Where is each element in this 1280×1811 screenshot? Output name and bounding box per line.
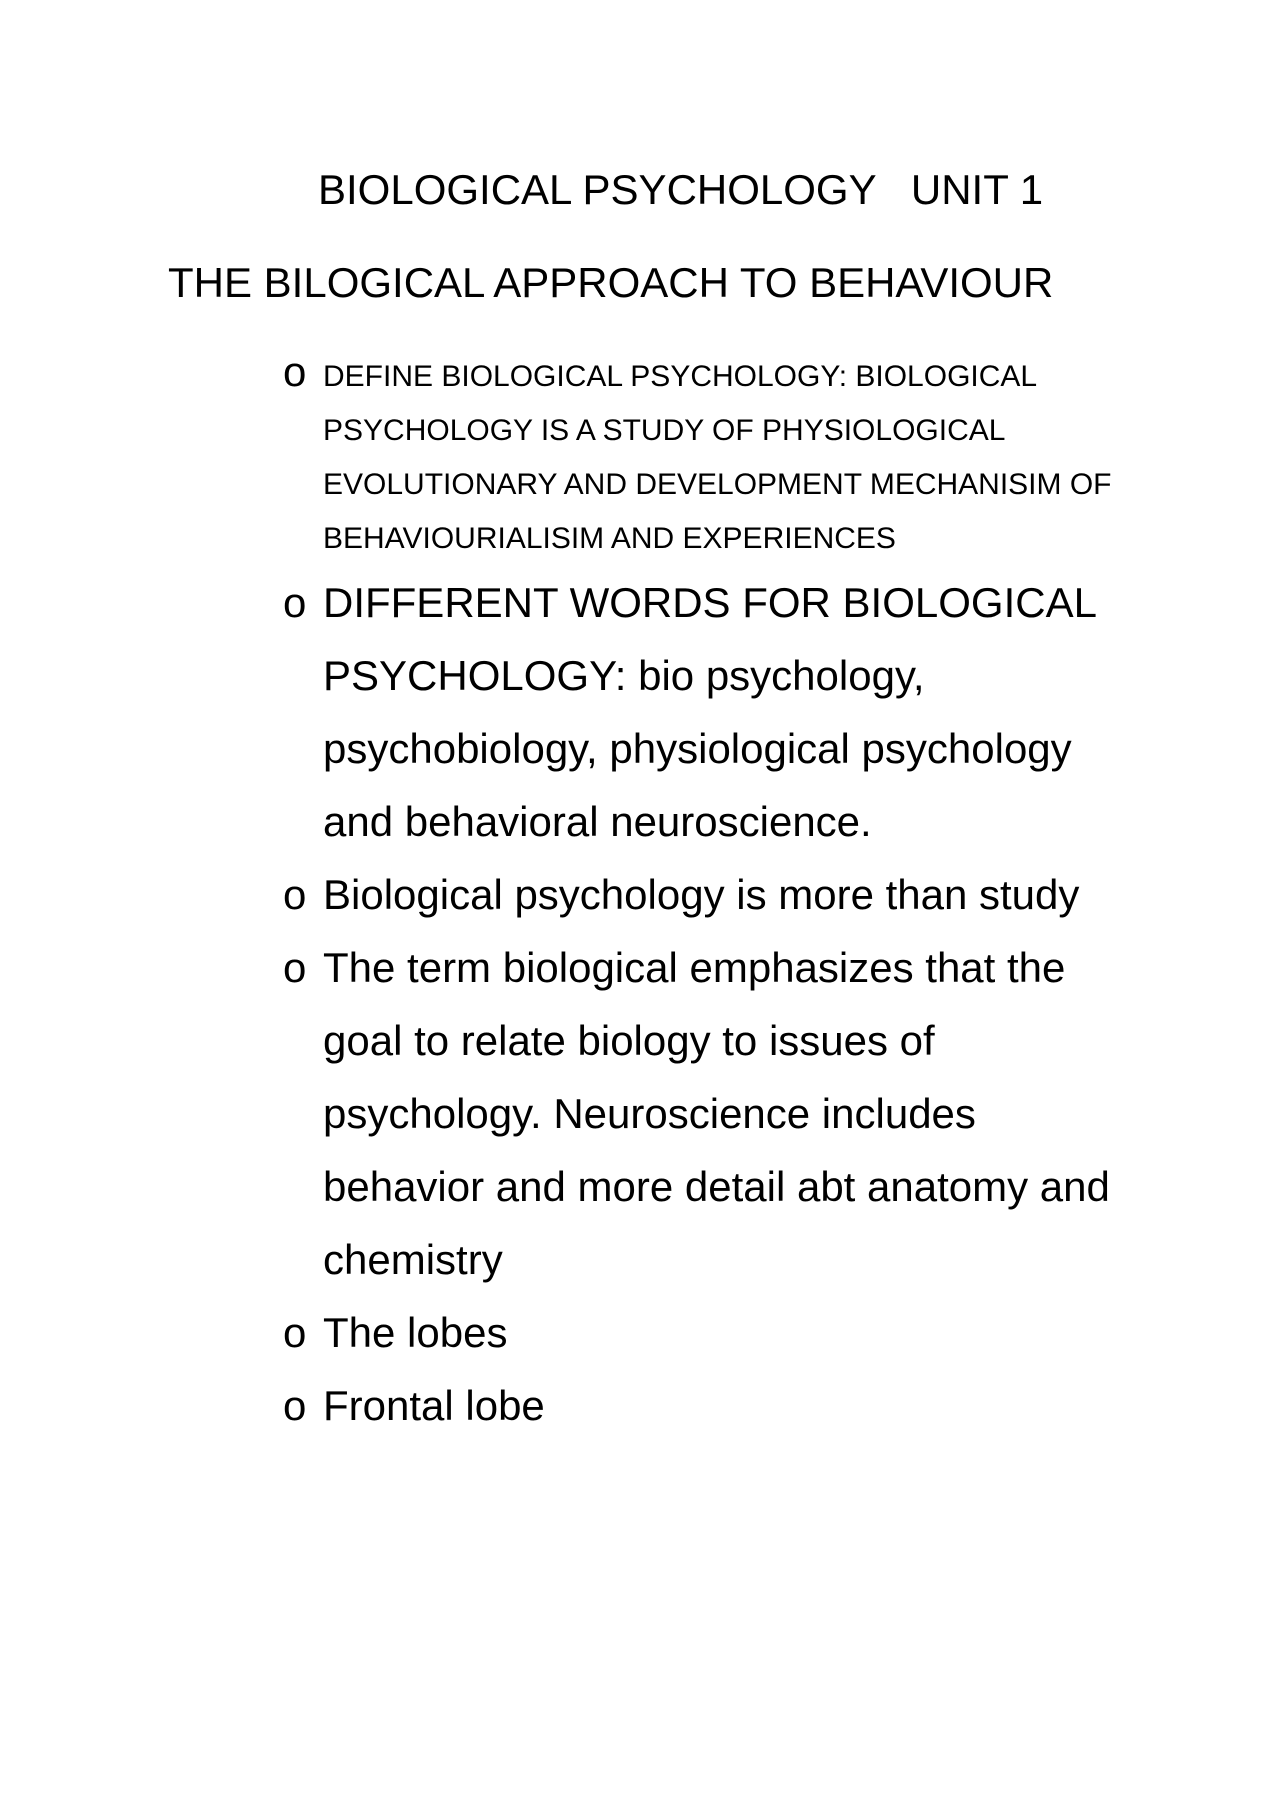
bullet-text: Biological psychology is more than study	[323, 871, 1080, 918]
bullet-item-frontal-lobe	[283, 1369, 1163, 1442]
bullet-item-more-than-study	[283, 858, 1163, 931]
bullet-marker: o	[283, 1309, 307, 1356]
bullet-marker: o	[283, 871, 307, 918]
bullet-text: The term biological emphasizes that the goal to relate biology to issues of psychology. Neuroscience includes behavior and more detail abt anatomy and chemistry	[323, 944, 1110, 1283]
bullet-marker: o	[283, 944, 307, 991]
bullet-text: The lobes	[323, 1309, 508, 1356]
bullet-marker: o	[283, 348, 307, 395]
bullet-item-different-words	[283, 566, 1163, 858]
document-title: BIOLOGICAL PSYCHOLOGY UNIT 1	[318, 166, 1044, 213]
bullet-text: DEFINE BIOLOGICAL PSYCHOLOGY: BIOLOGICAL PSYCHOLOGY IS A STUDY OF PHYSIOLOGICAL EVOLUTIONARY AND DEVELOPMENT MECHANISIM OF BEHAVIOURIALISIM AND EXPERIENCES	[323, 360, 1112, 555]
bullet-item-definition	[283, 350, 1163, 566]
bullet-item-the-lobes	[283, 1296, 1163, 1369]
bullet-item-term-biological	[283, 931, 1163, 1296]
bullet-text: Frontal lobe	[323, 1382, 545, 1429]
bullet-text: DIFFERENT WORDS FOR BIOLOGICAL PSYCHOLOGY: bio psychology, psychobiology, physiological psychology and behavioral neuroscience.	[323, 579, 1096, 845]
bullet-marker: o	[283, 579, 307, 626]
bullet-list	[283, 350, 1163, 1442]
section-heading: THE BILOGICAL APPROACH TO BEHAVIOUR	[168, 259, 1054, 306]
bullet-marker: o	[283, 1382, 307, 1429]
